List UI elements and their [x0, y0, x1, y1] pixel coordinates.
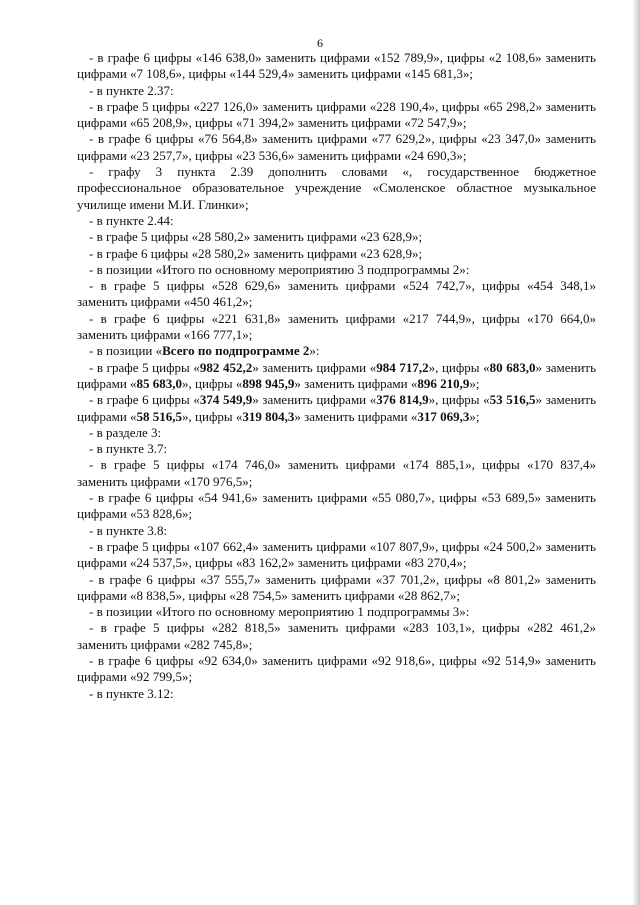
text-run: - в графе 6 цифры «37 555,7» заменить цифрами «37 701,2», цифры «8 801,2» заменить цифрами «8 838,5», цифры «28 754,5» заменить цифрами «28 862,7»; — [77, 571, 596, 603]
paragraph — [77, 246, 596, 262]
text-run: » заменить цифрами « — [294, 408, 418, 424]
paragraph — [77, 83, 596, 99]
text-run: - в графе 6 цифры «76 564,8» заменить цифрами «77 629,2», цифры «23 347,0» заменить цифрами «23 257,7», цифры «23 536,6» заменить цифрами «24 690,3»; — [77, 131, 596, 163]
text-run: - в пункте 2.44: — [89, 212, 174, 228]
text-run: - в позиции «Итого по основному мероприятию 1 подпрограммы 3»: — [89, 604, 470, 620]
paragraph — [77, 425, 596, 441]
paragraph — [77, 392, 596, 425]
document-body — [77, 50, 596, 702]
paragraph — [77, 131, 596, 164]
text-run: », цифры « — [182, 408, 243, 424]
text-run: - в графе 6 цифры «92 634,0» заменить цифрами «92 918,6», цифры «92 514,9» заменить цифрами «92 799,5»; — [77, 652, 596, 685]
bold-text-run: 376 814,9 — [376, 392, 429, 408]
paragraph — [77, 278, 596, 311]
paragraph — [77, 343, 596, 359]
text-run: »; — [469, 408, 480, 424]
scan-edge-shadow — [632, 0, 640, 905]
text-run: - в графе 5 цифры «528 629,6» заменить цифрами «524 742,7», цифры «454 348,1» заменить цифрами «450 461,2»; — [77, 278, 596, 310]
bold-text-run: 982 452,2 — [199, 359, 253, 375]
paragraph — [77, 229, 596, 245]
paragraph — [77, 164, 596, 213]
paragraph — [77, 262, 596, 278]
bold-text-run: 319 804,3 — [242, 408, 295, 424]
text-run: - в пункте 2.37: — [89, 82, 174, 98]
text-run: » заменить цифрами « — [77, 359, 597, 391]
text-run: - в разделе 3: — [89, 424, 162, 440]
text-run: - в графе 5 цифры «107 662,4» заменить цифрами «107 807,9», цифры «24 500,2» заменить цифрами «24 537,5», цифры «83 162,2» заменить цифрами «83 270,4»; — [77, 538, 596, 571]
paragraph — [77, 99, 596, 132]
paragraph — [77, 572, 596, 605]
bold-text-run: 898 945,9 — [242, 375, 295, 391]
text-run: »: — [309, 343, 320, 359]
text-run: » заменить цифрами « — [77, 392, 597, 424]
text-run: », цифры « — [428, 392, 490, 408]
paragraph — [77, 441, 596, 457]
text-run: - в пункте 3.12: — [89, 685, 174, 701]
text-run: - в графе 6 цифры «221 631,8» заменить цифрами «217 744,9», цифры «170 664,0» заменить цифрами «166 777,1»; — [77, 310, 596, 343]
text-run: - в пункте 3.8: — [89, 522, 168, 538]
text-run: - в графе 5 цифры « — [89, 359, 200, 375]
paragraph — [77, 523, 596, 539]
text-run: - в графе 6 цифры «146 638,0» заменить цифрами «152 789,9», цифры «2 108,6» заменить цифрами «7 108,6», цифры «144 529,4» заменить цифрами «145 681,3»; — [77, 50, 596, 82]
bold-text-run: 317 069,3 — [417, 408, 470, 424]
text-run: - в графе 5 цифры «174 746,0» заменить цифрами «174 885,1», цифры «170 837,4» заменить цифрами «170 976,5»; — [77, 457, 596, 489]
text-run: » заменить цифрами « — [252, 392, 377, 408]
paragraph — [77, 360, 596, 393]
bold-text-run: 374 549,9 — [199, 392, 253, 408]
text-run: - в позиции « — [89, 343, 163, 359]
paragraph — [77, 490, 596, 523]
paragraph — [77, 604, 596, 620]
bold-text-run: 53 516,5 — [489, 392, 536, 408]
text-run: - в графе 6 цифры «54 941,6» заменить цифрами «55 080,7», цифры «53 689,5» заменить цифрами «53 828,6»; — [77, 490, 596, 522]
text-run: - в графе 6 цифры «28 580,2» заменить цифрами «23 628,9»; — [89, 245, 423, 261]
paragraph — [77, 686, 596, 702]
bold-text-run: 58 516,5 — [136, 408, 183, 424]
text-run: » заменить цифрами « — [252, 359, 377, 375]
text-run: - графу 3 пункта 2.39 дополнить словами «, государственное бюджетное профессиональное образовательное учреждение «Смоленское областное музыкальное училище имени М.И. Глинки»; — [77, 164, 596, 212]
paragraph — [77, 213, 596, 229]
bold-text-run: Всего по подпрограмме 2 — [162, 343, 310, 359]
text-run: - в пункте 3.7: — [89, 441, 168, 457]
bold-text-run: 896 210,9 — [417, 375, 470, 391]
text-run: - в графе 5 цифры «28 580,2» заменить цифрами «23 628,9»; — [89, 229, 423, 245]
text-run: - в графе 5 цифры «227 126,0» заменить цифрами «228 190,4», цифры «65 298,2» заменить цифрами «65 208,9», цифры «71 394,2» заменить цифрами «72 547,9»; — [77, 98, 596, 131]
text-run: - в графе 5 цифры «282 818,5» заменить цифрами «283 103,1», цифры «282 461,2» заменить цифрами «282 745,8»; — [77, 620, 596, 652]
paragraph — [77, 457, 596, 490]
page-number: 6 — [317, 36, 323, 50]
text-run: - в позиции «Итого по основному мероприятию 3 подпрограммы 2»: — [89, 261, 470, 277]
paragraph — [77, 50, 596, 83]
text-run: - в графе 6 цифры « — [89, 392, 200, 408]
bold-text-run: 80 683,0 — [489, 359, 536, 375]
paragraph — [77, 539, 596, 572]
text-run: » заменить цифрами « — [294, 375, 418, 391]
paragraph — [77, 311, 596, 344]
text-run: »; — [469, 375, 480, 391]
text-run: », цифры « — [428, 359, 490, 375]
text-run: », цифры « — [182, 375, 243, 391]
paragraph — [77, 620, 596, 653]
paragraph — [77, 653, 596, 686]
bold-text-run: 984 717,2 — [376, 359, 429, 375]
bold-text-run: 85 683,0 — [136, 375, 183, 391]
